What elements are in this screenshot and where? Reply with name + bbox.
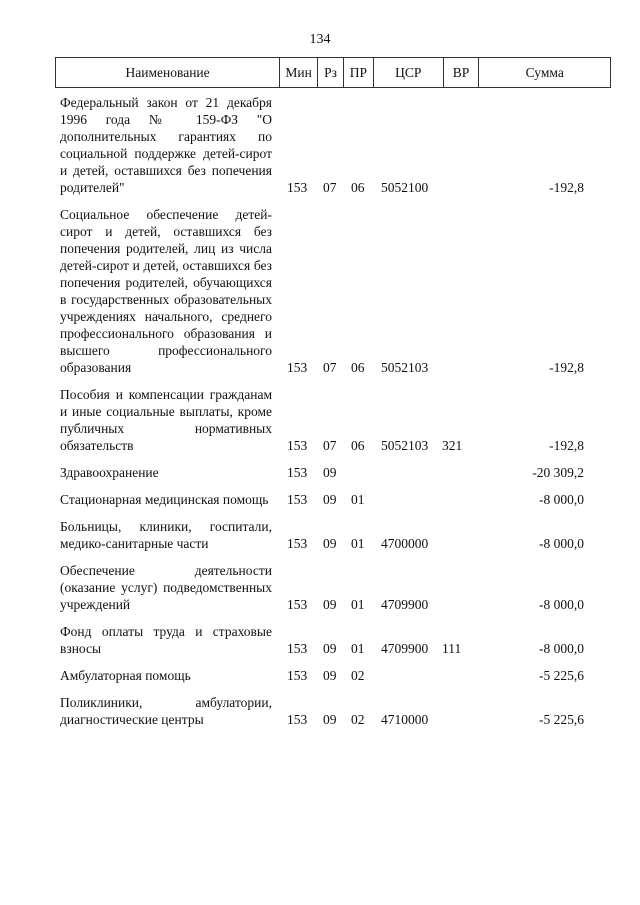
row-csr: 4710000 — [381, 712, 429, 727]
table-row — [0, 491, 640, 508]
row-pr: 01 — [351, 597, 365, 612]
row-csr: 5052103 — [381, 438, 429, 453]
row-rz: 09 — [323, 536, 337, 551]
header-rz: Рз — [317, 58, 343, 87]
table-row — [0, 623, 640, 657]
table-row — [0, 464, 640, 481]
table-row — [0, 386, 640, 454]
table-row — [0, 694, 640, 728]
row-min: 153 — [287, 438, 308, 453]
row-csr: 4709900 — [381, 597, 429, 612]
row-pr: 06 — [351, 360, 365, 375]
row-name: Федеральный закон от 21 декабря 1996 года № 159-ФЗ "О дополнительных гарантиях по социальной поддержке детей-сирот и детей, оставшихся без попечения родителей" — [60, 95, 272, 195]
row-vr: 111 — [442, 641, 462, 656]
row-min: 153 — [287, 492, 308, 507]
page-number: 134 — [309, 32, 331, 47]
row-name: Обеспечение деятельности (оказание услуг) подведомственных учреждений — [60, 563, 272, 612]
header-min: Мин — [279, 58, 317, 87]
row-name: Больницы, клиники, госпитали, медико-санитарные части — [60, 519, 272, 551]
row-min: 153 — [287, 641, 308, 656]
header-pr: ПР — [343, 58, 373, 87]
row-min: 153 — [287, 180, 308, 195]
row-sum: -8 000,0 — [539, 492, 584, 507]
table-row — [0, 206, 640, 376]
header-csr: ЦСР — [373, 58, 443, 87]
row-name: Стационарная медицинская помощь — [60, 492, 269, 507]
row-sum: -5 225,6 — [539, 712, 584, 727]
row-name: Здравоохранение — [60, 465, 159, 480]
row-sum: -192,8 — [549, 438, 584, 453]
row-min: 153 — [287, 536, 308, 551]
table-row — [0, 518, 640, 552]
header-sum: Сумма — [478, 58, 610, 87]
row-csr: 4709900 — [381, 641, 429, 656]
row-pr: 02 — [351, 668, 365, 683]
row-rz: 09 — [323, 712, 337, 727]
row-csr: 5052103 — [381, 360, 429, 375]
row-pr: 02 — [351, 712, 365, 727]
row-min: 153 — [287, 712, 308, 727]
row-min: 153 — [287, 465, 308, 480]
table-body — [0, 94, 640, 738]
row-sum: -20 309,2 — [532, 465, 584, 480]
header-vr: ВР — [443, 58, 479, 87]
row-rz: 09 — [323, 492, 337, 507]
table-row — [0, 667, 640, 684]
row-pr: 01 — [351, 536, 365, 551]
row-vr: 321 — [442, 438, 463, 453]
table-header — [55, 57, 611, 88]
row-csr: 5052100 — [381, 180, 429, 195]
row-sum: -192,8 — [549, 180, 584, 195]
row-sum: -8 000,0 — [539, 597, 584, 612]
row-rz: 09 — [323, 668, 337, 683]
row-pr: 01 — [351, 641, 365, 656]
row-name: Поликлиники, амбулатории, диагностические центры — [60, 695, 272, 727]
row-pr: 01 — [351, 492, 365, 507]
row-csr: 4700000 — [381, 536, 429, 551]
row-min: 153 — [287, 597, 308, 612]
row-rz: 09 — [323, 641, 337, 656]
row-pr: 06 — [351, 180, 365, 195]
row-name: Амбулаторная помощь — [60, 668, 191, 683]
row-pr: 06 — [351, 438, 365, 453]
row-name: Пособия и компенсации гражданам и иные социальные выплаты, кроме публичных нормативных обязательств — [60, 387, 272, 453]
table-row — [0, 562, 640, 613]
row-rz: 07 — [323, 438, 337, 453]
row-name: Социальное обеспечение детей-сирот и детей, оставшихся без попечения родителей, лиц из числа детей-сирот и детей, оставшихся без попечения родителей, обучающихся в государственных образовательных учреждениях начального, среднего профессионального образования и высшего профессионального образования — [60, 207, 272, 375]
row-min: 153 — [287, 360, 308, 375]
row-sum: -192,8 — [549, 360, 584, 375]
row-min: 153 — [287, 668, 308, 683]
row-rz: 09 — [323, 597, 337, 612]
row-sum: -8 000,0 — [539, 536, 584, 551]
row-rz: 07 — [323, 180, 337, 195]
row-name: Фонд оплаты труда и страховые взносы — [60, 624, 272, 656]
header-name: Наименование — [125, 64, 210, 80]
row-sum: -8 000,0 — [539, 641, 584, 656]
row-rz: 09 — [323, 465, 337, 480]
row-sum: -5 225,6 — [539, 668, 584, 683]
table-row — [0, 94, 640, 196]
row-rz: 07 — [323, 360, 337, 375]
